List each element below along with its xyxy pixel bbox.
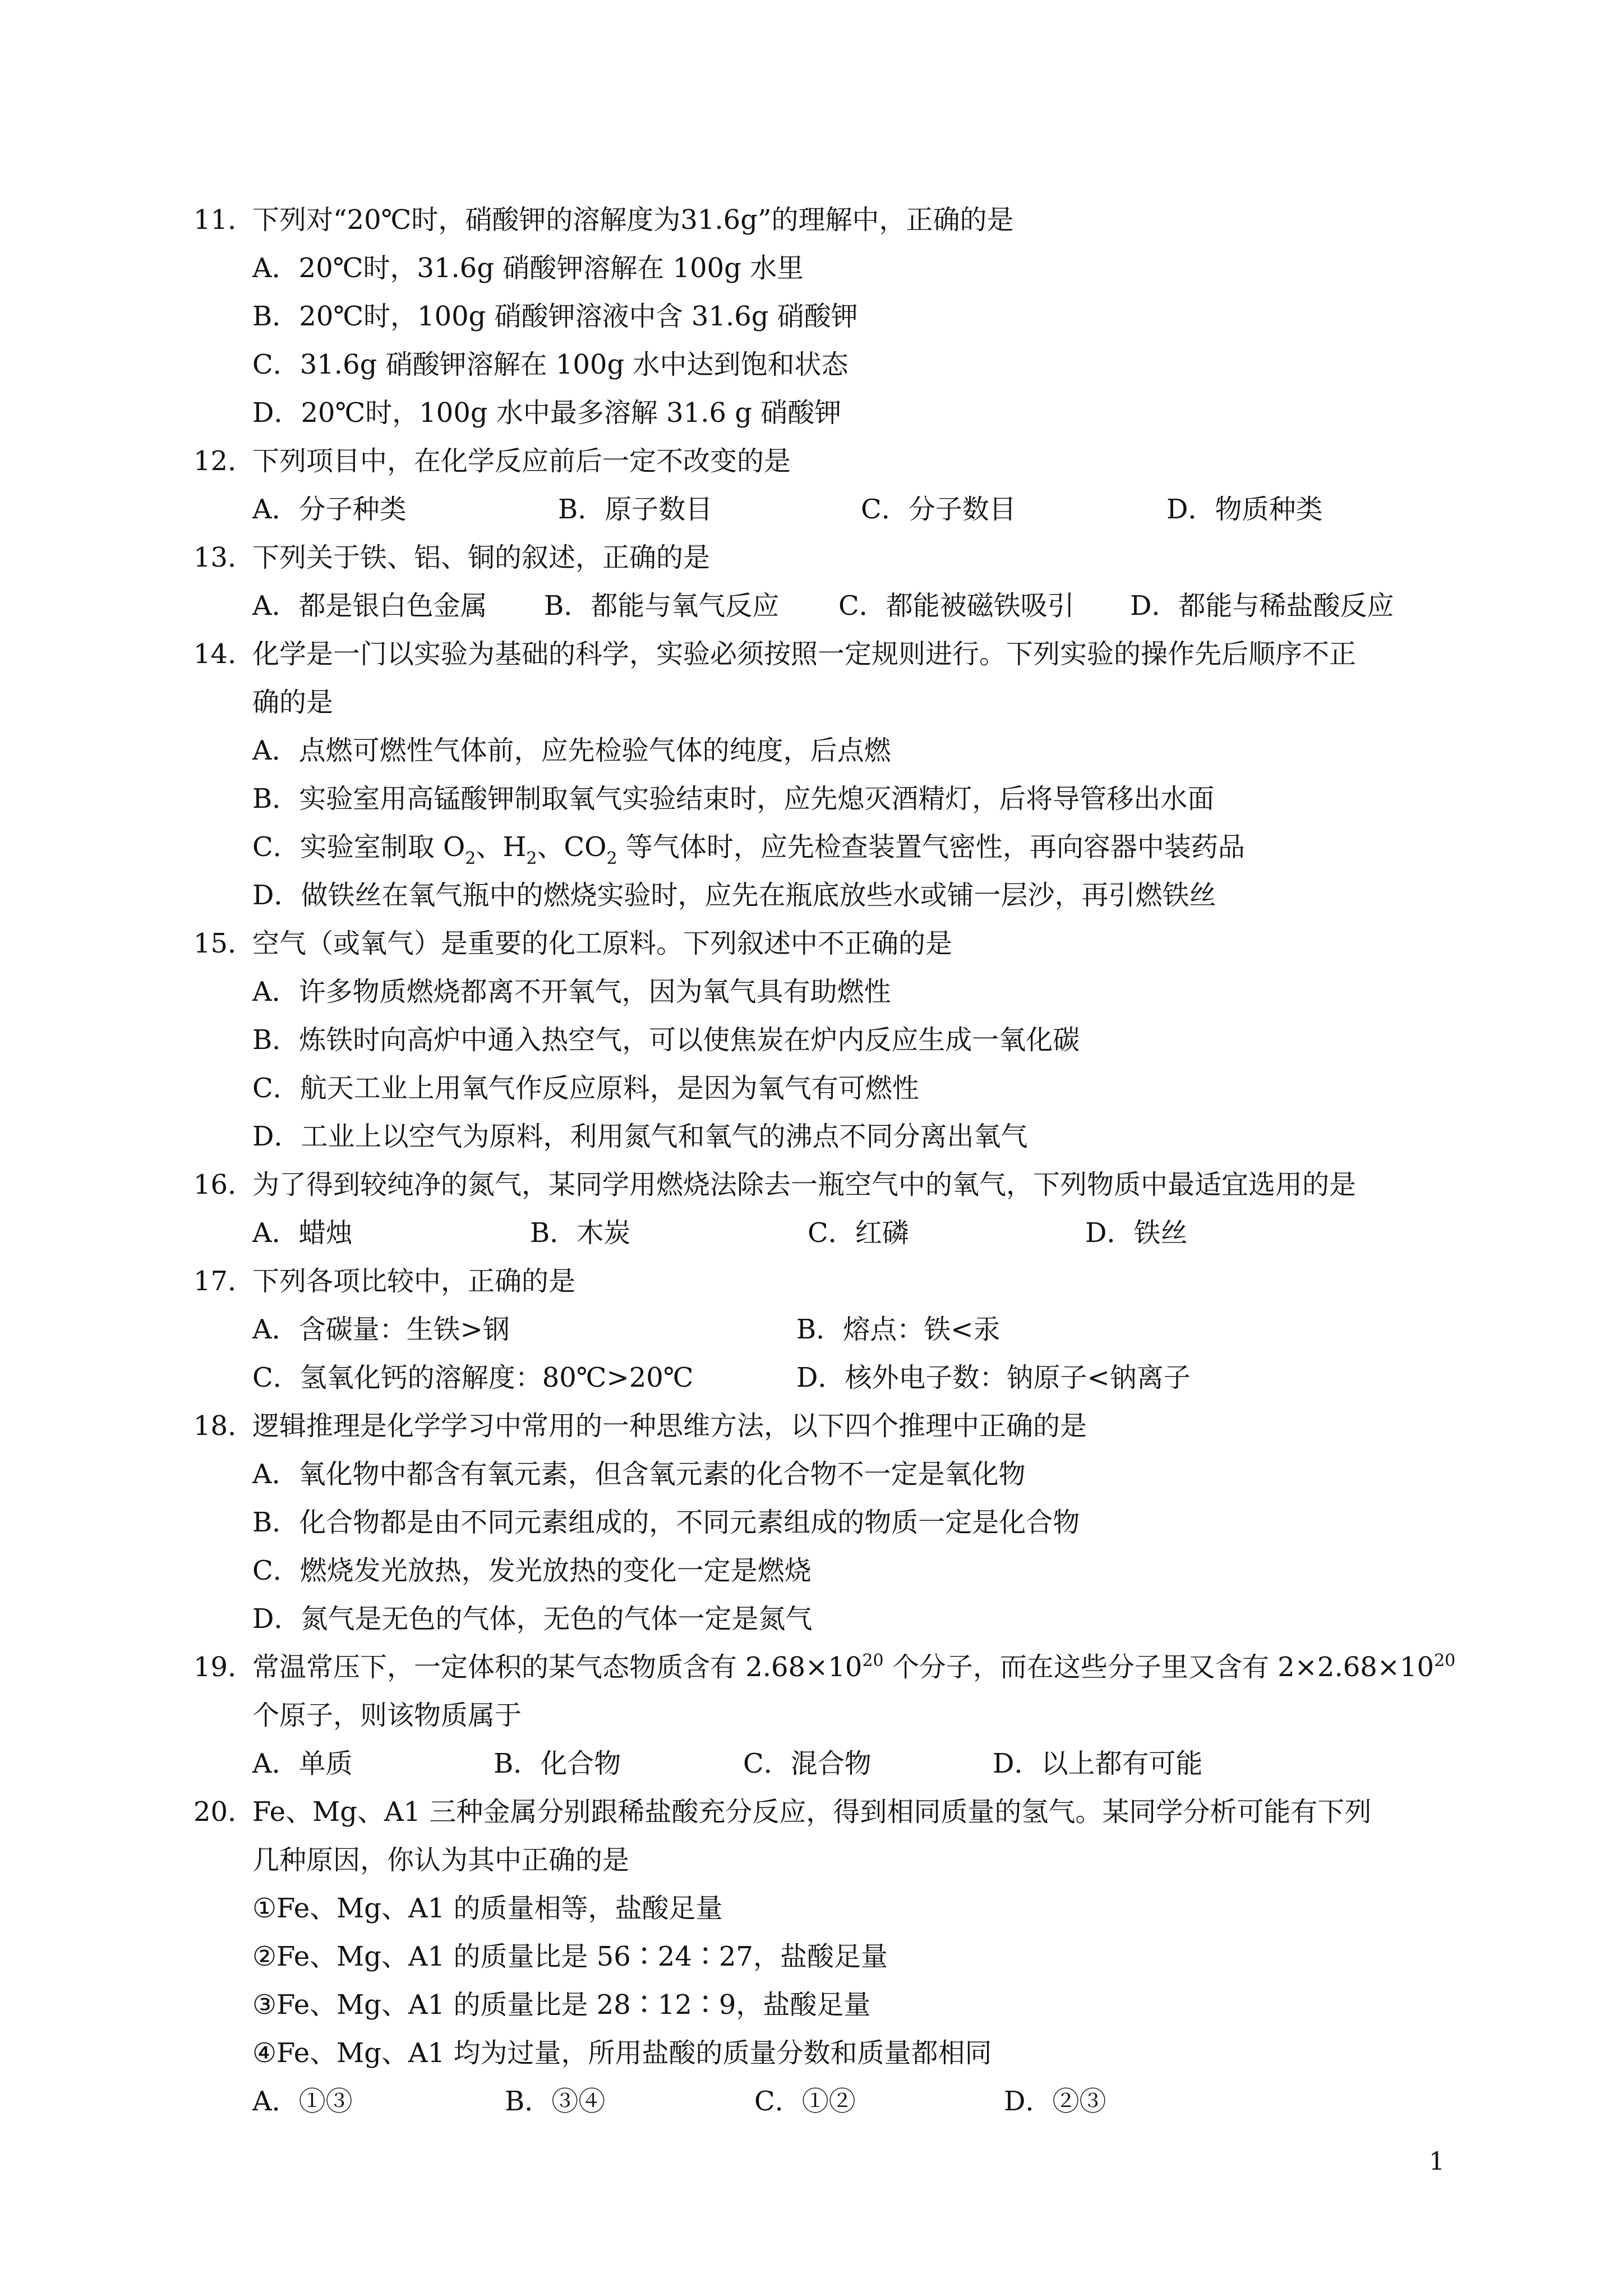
page-number: 1 [1429,2147,1445,2176]
question-19-option-b: B．化合物 [494,1748,621,1779]
question-16-option-b: B．木炭 [530,1217,631,1249]
question-11-option-d: D．20℃时，100g 水中最多溶解 31.6 g 硝酸钾 [252,397,842,429]
question-20-item-1: ①Fe、Mg、A1 的质量相等，盐酸足量 [252,1893,723,1924]
question-18-option-b: B．化合物都是由不同元素组成的，不同元素组成的物质一定是化合物 [252,1507,1080,1538]
question-14-option-a: A．点燃可燃性气体前，应先检验气体的纯度，后点燃 [252,735,891,766]
question-12-option-a: A．分子种类 [252,494,407,525]
question-12-number: 12． [193,445,255,477]
question-14-stem-line2: 确的是 [252,687,334,718]
question-12-option-d: D．物质种类 [1166,494,1323,525]
question-15-option-c: C．航天工业上用氧气作反应原料，是因为氧气有可燃性 [252,1073,919,1104]
question-18-option-a: A．氧化物中都含有氧元素，但含氧元素的化合物不一定是氧化物 [252,1458,1026,1490]
question-20-item-4: ④Fe、Mg、A1 均为过量，所用盐酸的质量分数和质量都相同 [252,2037,992,2069]
question-19-option-d: D．以上都有可能 [993,1748,1203,1779]
question-15-option-d: D．工业上以空气为原料，利用氮气和氧气的沸点不同分离出氧气 [252,1121,1028,1152]
question-17-stem: 下列各项比较中，正确的是 [252,1266,576,1297]
question-13-option-b: B．都能与氧气反应 [544,590,780,622]
question-20-stem-line1: Fe、Mg、A1 三种金属分别跟稀盐酸充分反应，得到相同质量的氢气。某同学分析可能有下列 [252,1796,1372,1828]
question-14-number: 14． [193,638,255,670]
question-17-option-b: B．熔点：铁<汞 [796,1314,1000,1345]
question-17-number: 17． [193,1266,255,1297]
question-17-option-a: A．含碳量：生铁>钢 [252,1314,510,1345]
question-16-option-d: D．铁丝 [1085,1217,1188,1249]
question-14-option-c: C．实验室制取 $O_2$、$H_2$、$CO_2$ 等气体时，应先检查装置气密性，再向容器中装药品 [252,831,1245,868]
question-19-option-c: C．混合物 [743,1748,872,1779]
question-18-number: 18． [193,1410,255,1442]
question-11-option-a: A．20℃时，31.6g 硝酸钾溶解在 100g 水里 [252,252,804,284]
question-15-option-b: B．炼铁时向高炉中通入热空气，可以使焦炭在炉内反应生成一氧化碳 [252,1024,1080,1056]
question-11-option-c: C．31.6g 硝酸钾溶解在 100g 水中达到饱和状态 [252,349,849,380]
question-16-stem: 为了得到较纯净的氮气，某同学用燃烧法除去一瓶空气中的氧气，下列物质中最适宜选用的是 [252,1169,1357,1200]
question-12-option-c: C．分子数目 [861,494,1016,525]
question-13-option-c: C．都能被磁铁吸引 [838,590,1075,622]
question-16-option-a: A．蜡烛 [252,1217,353,1249]
question-20-number: 20． [193,1796,255,1828]
question-12-stem: 下列项目中，在化学反应前后一定不改变的是 [252,445,791,477]
question-12-option-b: B．原子数目 [558,494,713,525]
question-20-stem-line2: 几种原因，你认为其中正确的是 [252,1844,630,1876]
question-14-option-d: D．做铁丝在氧气瓶中的燃烧实验时，应先在瓶底放些水或铺一层沙，再引燃铁丝 [252,880,1216,911]
question-17-option-c: C．氢氧化钙的溶解度：80℃>20℃ [252,1362,694,1393]
question-16-number: 16． [193,1169,255,1200]
question-13-option-d: D．都能与稀盐酸反应 [1130,590,1394,622]
question-15-number: 15． [193,928,255,959]
question-19-option-a: A．单质 [252,1748,353,1779]
question-20-option-b: B．③④ [505,2086,606,2117]
question-19-number: 19． [193,1651,255,1683]
question-20-item-3: ③Fe、Mg、A1 的质量比是 28∶12∶9，盐酸足量 [252,1989,871,2021]
question-18-option-d: D．氮气是无色的气体，无色的气体一定是氮气 [252,1603,813,1635]
question-18-stem: 逻辑推理是化学学习中常用的一种思维方法，以下四个推理中正确的是 [252,1410,1087,1442]
question-13-number: 13． [193,542,255,573]
question-15-stem: 空气（或氧气）是重要的化工原料。下列叙述中不正确的是 [252,928,953,959]
question-16-option-c: C．红磷 [808,1217,909,1249]
question-17-option-d: D．核外电子数：钠原子<钠离子 [796,1362,1191,1393]
question-11-option-b: B．20℃时，100g 硝酸钾溶液中含 31.6g 硝酸钾 [252,301,858,332]
question-20-option-d: D．②③ [1004,2086,1106,2117]
question-13-stem: 下列关于铁、铝、铜的叙述，正确的是 [252,542,711,573]
question-19-stem-line2: 个原子，则该物质属于 [252,1700,522,1731]
question-11-number: 11． [193,204,255,236]
question-14-stem-line1: 化学是一门以实验为基础的科学，实验必须按照一定规则进行。下列实验的操作先后顺序不正 [252,638,1357,670]
question-20-option-a: A．①③ [252,2086,353,2117]
question-18-option-c: C．燃烧发光放热，发光放热的变化一定是燃烧 [252,1555,811,1586]
question-13-option-a: A．都是银白色金属 [252,590,487,622]
question-20-option-c: C．①② [754,2086,856,2117]
question-14-option-b: B．实验室用高锰酸钾制取氧气实验结束时，应先熄灭酒精灯，后将导管移出水面 [252,783,1215,815]
question-20-item-2: ②Fe、Mg、A1 的质量比是 56∶24∶27，盐酸足量 [252,1941,888,1972]
question-15-option-a: A．许多物质燃烧都离不开氧气，因为氧气具有助燃性 [252,976,891,1007]
question-11-stem: 下列对“20℃时，硝酸钾的溶解度为31.6g”的理解中，正确的是 [252,204,1014,236]
question-19-stem-line1: 常温常压下，一定体积的某气态物质含有 $2.68\times 10^{20}$ 个分子，而在这些分子里又含有 $2\times 2.68\times 10^{20}$ [252,1651,1456,1683]
